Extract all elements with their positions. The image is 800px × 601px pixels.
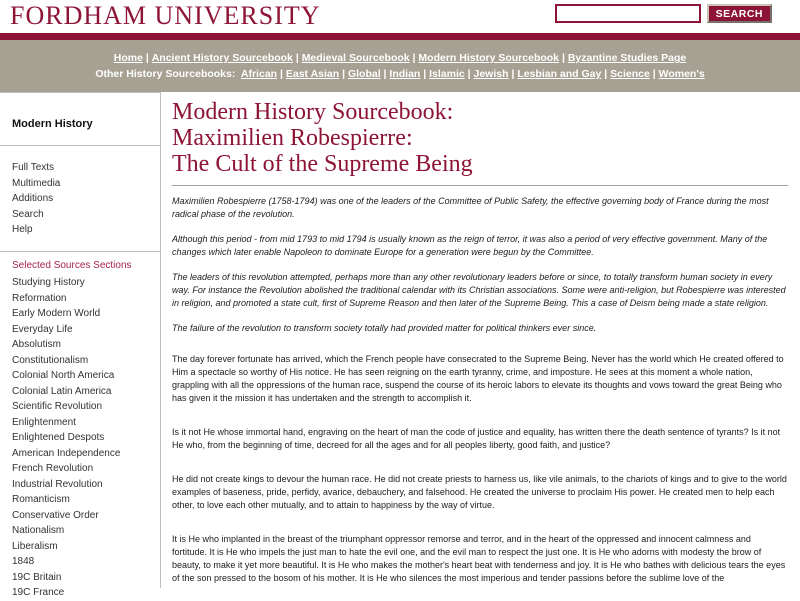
search-button[interactable]: SEARCH (707, 4, 772, 23)
nav-link[interactable]: Jewish (473, 68, 509, 80)
nav-link[interactable]: Ancient History Sourcebook (151, 52, 293, 64)
nav-item (429, 68, 473, 80)
sidebar-link[interactable]: Absolutism (12, 339, 61, 350)
sidebar-link[interactable]: Constitutionalism (12, 354, 89, 366)
intro-paragraph: Although this period - from mid 1793 to mid 1794 is usually known as the reign of terror, it was also a period of very effective government. Many of the changes which later enable Napoleon to dominate Europe for a generation were begun by the Committee. (172, 234, 768, 257)
sidebar-link[interactable]: Search (12, 208, 44, 220)
content-row (0, 92, 800, 598)
title-rule (172, 185, 788, 186)
sidebar-divider (0, 145, 160, 146)
sidebar-link[interactable]: 1848 (12, 556, 35, 567)
nav-item (241, 68, 286, 80)
nav-item (418, 52, 567, 64)
sidebar-link[interactable]: Reformation (12, 292, 67, 304)
sidebar (0, 92, 161, 598)
nav-link[interactable]: Modern History Sourcebook (418, 52, 560, 64)
nav-link[interactable]: Lesbian and Gay (517, 68, 602, 80)
nav-item (474, 68, 518, 80)
sidebar-link[interactable]: French Revolution (12, 463, 94, 474)
nav-item (286, 68, 348, 80)
intro-paragraph: Maximilien Robespierre (1758-1794) was one of the leaders of the Committee of Public Safety, the effective governing body of France during the most radical phase of the revolution. (172, 196, 769, 219)
search-area (555, 4, 772, 23)
sidebar-link[interactable]: Colonial North America (12, 370, 115, 381)
body-paragraph: Is it not He whose immortal hand, engraving on the heart of man the code of justice and equality, has written there the death sentence of tyrants? Is it not He who, from the beginning of time, decreed for all the ages and for all peoples liberty, good faith, and justice? (172, 427, 781, 450)
body-paragraph: It is He who implanted in the breast of the triumphant oppressor remorse and terror, and in the heart of the oppressed and innocent calmness and fortitude. It is He who impels the just man to hate the evil one, and the evil man to respect the just one. It is He who adorns with modesty the brow of beauty, to make it yet more beautiful. It is He who makes the mother's heart beat with tenderness and joy. It is He who bathes with delicious tears the eyes of the son pressed to the bosom of his mother. It is He who silences the most imperious and tender passions before the sublime love of the (172, 534, 786, 583)
site-header (0, 0, 800, 33)
intro-section (172, 195, 788, 353)
nav-item (114, 52, 152, 64)
sidebar-link[interactable]: Help (12, 224, 33, 235)
sidebar-link[interactable]: Early Modern World (12, 308, 101, 319)
nav-item (302, 52, 419, 64)
maroon-divider-bar (0, 33, 800, 40)
search-input[interactable] (555, 4, 701, 23)
sidebar-link[interactable]: Scientific Revolution (12, 401, 103, 412)
nav-sourcebook-links (0, 50, 800, 66)
sidebar-link[interactable]: Industrial Revolution (12, 478, 103, 490)
sidebar-link[interactable]: Enlightened Despots (12, 432, 105, 443)
nav-other-sourcebooks-label: Other History Sourcebooks: (95, 68, 236, 80)
sidebar-link[interactable]: Colonial Latin America (12, 385, 112, 397)
sidebar-link[interactable]: Studying History (12, 277, 85, 288)
body-paragraph: He did not create kings to devour the human race. He did not create priests to harness us, like vile animals, to the chariots of kings and to give to the world examples of baseness, pride, perfidy, avarice, debauchery, and falsehood. He created the universe to proclaim His power. He created men to help each other, to love each other mutually, and to attain to happiness by the way of virtue. (172, 474, 787, 510)
sidebar-link[interactable]: 19C France (12, 587, 65, 598)
sidebar-link[interactable]: Conservative Order (12, 509, 99, 521)
intro-paragraph: The leaders of this revolution attempted, perhaps more than any other revolutionary leaders before or since, to totally transform human society in every way. For instance the Revolution abolished the traditional calendar with its Christian associations. Some were anti-religion, but Robespierre was interested in religion, and promoted a state cult, first of Supreme Reason and then later of the Supreme Being. This a case of Deism being made a state religion. (172, 272, 786, 308)
nav-other-sourcebooks (0, 66, 800, 82)
top-nav (0, 40, 800, 92)
nav-link[interactable]: African (240, 68, 278, 80)
nav-link[interactable]: Islamic (429, 68, 465, 80)
nav-item (659, 68, 705, 80)
sidebar-link[interactable]: 19C Britain (12, 571, 62, 583)
sidebar-link[interactable]: Liberalism (12, 540, 58, 552)
selected-sources-heading: Selected Sources Sections (12, 259, 132, 271)
nav-item (568, 52, 686, 64)
sidebar-link[interactable]: Full Texts (12, 162, 55, 173)
title-line: The Cult of the Supreme Being (172, 151, 473, 177)
sidebar-link[interactable]: Romanticism (12, 494, 70, 505)
sidebar-divider (0, 251, 160, 252)
nav-link[interactable]: Home (113, 52, 143, 64)
nav-link[interactable]: Women's (658, 68, 705, 80)
sidebar-link[interactable]: Enlightenment (12, 416, 76, 428)
title-line: Maximilien Robespierre: (172, 125, 413, 151)
nav-item (610, 68, 658, 80)
title-line: Modern History Sourcebook: (172, 99, 454, 125)
nav-item (348, 68, 389, 80)
document-text (172, 353, 788, 585)
sidebar-primary-links (12, 160, 160, 238)
sidebar-link[interactable]: Multimedia (12, 177, 61, 189)
main-content (161, 92, 800, 588)
sidebar-link[interactable]: American Independence (12, 447, 121, 459)
sidebar-link[interactable]: Nationalism (12, 525, 65, 536)
university-logo[interactable]: FORDHAM UNIVERSITY (10, 1, 321, 30)
intro-paragraph: The failure of the revolution to transform society totally had provided matter for political thinkers ever since. (172, 323, 597, 333)
page-title (172, 99, 788, 177)
sidebar-sources-links (12, 275, 160, 601)
nav-link[interactable]: Indian (389, 68, 421, 80)
nav-link[interactable]: Medieval Sourcebook (301, 52, 410, 64)
sidebar-section-title: Modern History (12, 118, 93, 130)
nav-link[interactable]: East Asian (285, 68, 340, 80)
nav-item (517, 68, 610, 80)
nav-link[interactable]: Global (347, 68, 381, 80)
nav-item (389, 68, 429, 80)
sidebar-link[interactable]: Additions (12, 193, 54, 204)
body-paragraph: The day forever fortunate has arrived, which the French people have consecrated to the Supreme Being. Never has the world which He created offered to Him a spectacle so worthy of His notice. He has seen reigning on the earth tyranny, crime, and imposture. He sees at this moment a whole nation, grappling with all the oppressions of the human race, suspend the course of its heroic labors to elevate its thoughts and vows toward the great Being who has given it the mission it has undertaken and the strength to accomplish it. (172, 354, 784, 403)
nav-link[interactable]: Science (610, 68, 650, 80)
sidebar-link[interactable]: Everyday Life (12, 323, 73, 335)
nav-link[interactable]: Byzantine Studies Page (567, 52, 687, 64)
nav-item (152, 52, 302, 64)
nav-other-sourcebook-links (238, 68, 704, 80)
